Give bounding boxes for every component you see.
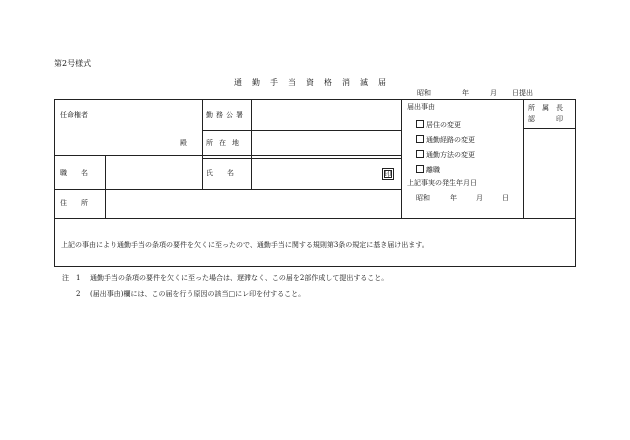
date-day-submitted: 日提出 <box>512 89 533 97</box>
form-number: 第2号様式 <box>54 59 92 68</box>
position-label: 職 名 <box>60 169 88 177</box>
column-divider <box>202 100 203 189</box>
reason-label: 通勤経路の変更 <box>426 136 475 144</box>
note-item <box>62 273 388 289</box>
form-table <box>54 99 576 267</box>
location-label: 所在地 <box>206 139 245 147</box>
occurrence-year: 年 <box>450 194 457 202</box>
reason-label: 離職 <box>426 166 440 174</box>
row-divider <box>202 158 401 159</box>
date-month: 月 <box>490 89 497 97</box>
row-divider <box>55 155 401 156</box>
dept-head-label: 所 属 長 <box>528 104 563 112</box>
declaration-statement: 上記の事由により通勤手当の条項の要件を欠くに至ったので、通勤手当に関する規則第3条の規定に基き届け出ます。 <box>61 241 429 249</box>
seal-box-divider <box>523 128 575 129</box>
date-year: 年 <box>462 89 469 97</box>
address-label: 住 所 <box>60 199 88 207</box>
note-mark: 注 <box>62 274 69 282</box>
note-number: 1 <box>76 274 81 282</box>
note-item <box>62 289 388 305</box>
appointer-honorific: 殿 <box>180 139 187 147</box>
occurrence-era: 昭和 <box>416 194 430 202</box>
row-divider <box>55 189 401 190</box>
reason-label: 通勤方法の変更 <box>426 151 475 159</box>
column-divider <box>523 100 524 218</box>
column-divider <box>401 100 402 218</box>
checkbox-icon[interactable] <box>416 120 424 128</box>
reason-header: 届出事由 <box>407 103 435 111</box>
occurrence-day: 日 <box>502 194 509 202</box>
column-divider <box>251 100 252 189</box>
submission-date-line <box>417 90 533 97</box>
checkbox-icon[interactable] <box>416 135 424 143</box>
notes-section <box>62 273 388 305</box>
document-title: 通勤手当資格消滅届 <box>234 78 396 87</box>
date-era: 昭和 <box>417 89 431 97</box>
checkbox-icon[interactable] <box>416 150 424 158</box>
seal-icon: 印 <box>382 168 394 180</box>
column-divider <box>105 155 106 218</box>
reason-option-route[interactable] <box>416 135 475 144</box>
occurrence-label: 上記事実の発生年月日 <box>407 179 477 187</box>
note-text: (届出事由)欄には、この届を行う原因の該当□にレ印を付すること。 <box>90 290 306 298</box>
note-number: 2 <box>76 290 81 298</box>
name-label: 氏 名 <box>206 169 234 177</box>
checkbox-icon[interactable] <box>416 165 424 173</box>
reason-option-method[interactable] <box>416 150 475 159</box>
occurrence-date <box>416 195 509 202</box>
note-text: 通勤手当の条項の要件を欠くに至った場合は、遅滞なく、この届を2部作成して提出すること。 <box>90 274 389 282</box>
row-divider <box>55 218 575 219</box>
row-divider <box>202 130 401 131</box>
dept-head-seal-label: 認 印 <box>528 115 563 123</box>
reason-option-resignation[interactable] <box>416 165 440 174</box>
workplace-label: 勤務公署 <box>206 111 246 119</box>
occurrence-month: 月 <box>476 194 483 202</box>
reason-label: 居住の変更 <box>426 121 461 129</box>
reason-option-residence[interactable] <box>416 120 461 129</box>
appointer-label: 任命権者 <box>60 111 88 119</box>
